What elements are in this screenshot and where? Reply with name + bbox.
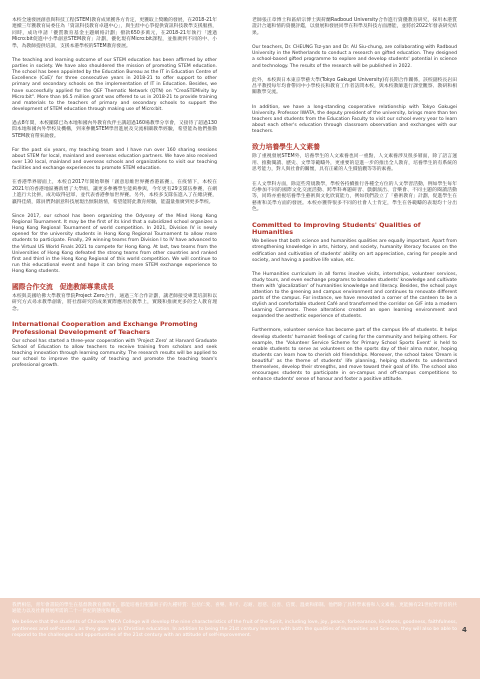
right-paragraph-5-en: Furthermore, volunteer service has become part of the campus life of students. It helps develop students' humanist feelings of caring for the community and helping others. For example, the 'Volunteer Service Scheme for Primary School Sports Event' is held to enable students to serve as volunteers on the sports day of their alma mater, hoping students can learn how to cherish old friendships. Moreover, the school takes 'Dream is beautiful' as the theme of students' life planning, helping students to understand themselves, develop their strengths, and move toward their goal of life. The school also encourages students to participate in on-campus and off-campus competitions to enhance students' sense of honour and foster a positive attitude. xyxy=(252,328,457,383)
section-heading-zh-humanities: 致力培養學生人文素養 xyxy=(252,143,320,152)
right-paragraph-1-en: Our teachers, Dr. CHEUNG Tsz-yan and Dr. AU Siu-chung, are collaborating with Radboud University in the Netherlands to conduct a research on gifted education. They designed a school-based gifted programme to explore and develop students' potential in science and technology. The results of the research will be published in 2022. xyxy=(252,45,457,69)
footer-text-block xyxy=(12,603,457,644)
right-paragraph-3-zh: 除了重視發展STEM外，培養學生的人文素養也同一重點，人文素養涉及很多層面，除了語言運用、推動閱讀、歷史、文學等範疇外，更重要的是進一步的推出全人教育，培養學生的有系統的思考能力，對人與社會的關懷，具有正確的人生價值觀等等的素養。 xyxy=(252,154,457,173)
section-heading-en-international: International Cooperation and Exchange Promoting Professional Development of Teachers xyxy=(12,320,198,336)
right-paragraph-3-en: We believe that both science and humanities qualities are equally important. Apart from strengthening knowledge in arts, history, and society, humanity literacy focuses on the edification and cultivation of students' ability on art appreciation, caring for people and society, and having a positive life value, etc. xyxy=(252,239,457,263)
left-paragraph-4-en: Our school has started a three-year cooperation with 'Project Zero' at Harvard Graduate School of Education to allow teachers to receive training from scholars and seek teaching innovation through learning community. The research results will be applied to our school to improve the quality of teaching and promote the teaching team's professional growth. xyxy=(12,339,217,369)
right-paragraph-4-zh: 在人文學科方面，除這些常規教學，學校各持續推行各種全方位的人文學習活動，例如學生每年均參加不同的國際文化交流活動、跨學科專題研習、戲劇演出、音樂會、不同主題的閱讀活動等，同時亦重視培養學生藝術與文化欣賞能力，例如我們設立了「藝術教育」計劃，促進學生在藝術和美學方面的發展。本校亦獲得很多不同的社會人士肯定，學生在各範疇的表現均十分出色。 xyxy=(252,181,457,213)
left-paragraph-1-zh: 本校全速發展創意與科技工程(STEM)教育成果獲各方肯定，更獲取上獎勵的發展，在2018-21年連續三年獲教育局委任為「資訊科技教育卓越中心」，與生涯中心爭提供資訊科技教學支援服務，同時，成功申請「優質教育基金主題網絡計劃」撥款650多萬元，在2018-21年執行「透過Micro:bit促進中小學創意STEM教育」計劃，優化現有Micro:bit課程，並推廣到不同的中、小學，為教師提供培訓，支援本港學校的STEM教育發展。 xyxy=(12,18,217,49)
left-paragraph-4-zh: 本校與美國哈佛大學教育學院Project Zero合作，通過三年合作計劃，讓老師接受專業培訓和以研究方式尋求教學創新，將社群研究的成果實際應用於教學上，實踐和推廣更多的全人教育理念。 xyxy=(12,294,217,312)
left-paragraph-3-zh: 在香港學界層面上，本校自2017年開始舉辦「創意思維世界賽香港區賽」，在疫情下，本校在2021年的香港地區賽新增了大學組，讓更多參賽學生能夠參與，今年更有29支隊伍參賽，在網上進行大比拼，成功取得冠軍，並代表香港參加世界賽。另外，本校多支隊伍進入了在總決賽，贏得佳績，隊員們對創意科技展現出無限熱情，希望能將此教育經驗，能盡量推廣到更多學校。 xyxy=(12,180,217,205)
footer-banner xyxy=(0,598,480,679)
left-column xyxy=(12,18,217,378)
section-heading-zh-international: 國際合作交流 促進教師專業成長 xyxy=(12,283,114,292)
left-paragraph-2-zh: 過去8年間，本校團隊已為本地和國內外教育伙伴主講超過160場教學分享會，又接待了超過130間本地和國內外學校及機構，到來參觀STEM學習進展及交流相關教學經驗，希望能為他們推動STEM教育帶來啟發。 xyxy=(12,120,217,139)
right-paragraph-4-en: The Humanities curriculum in all forms involve visits, internships, volunteer services, study tours, and even exchange programs to broaden students' knowledge and cultivate them with 'glocalization' of humanities knowledge and literacy. Besides, the school pays attention to the greening and campus environment and continues to renovate different parts of the campus. For instance, we have renovated a corner of the canteen to be a stylish and comfortable student Café and transformed the corridor on G/F into a modern Learning Commons. These alterations created an open learning environment and expanded the aesthetic experience of students. xyxy=(252,271,457,320)
left-paragraph-1-en: The teaching and learning outcome of our STEM education has been affirmed by other parties in society. We have also shouldered the mission of promoting STEM education. The school has been appointed by the Education Bureau as the IT in Education Centre of Excellence (CoE)' for three consecutive years in 2018-21 to offer support to other primary and secondary schools on the implementation of IT in Education. Besides, we have successfully applied for the QEF Thematic Network (QTN) on "CreaSTEMivity by Micro:bit". More than $6.5 million grant was offered to us in 2018-21 to provide training and materials to the teachers of primary and secondary schools to support the development of STEM education through making use of Micro:bit. xyxy=(12,58,217,112)
right-column xyxy=(252,18,457,391)
footer-text-en: We believe that the students of Chinese YMCA College will develop the nine characteristics of the fruit of the Spirit, including love, joy, peace, forbearance, kindness, goodness, faithfulness, gentleness and self-control, as they grow up in Christian education. In addition to being the 21st century learners with both the qualities of Humanities and Science, they will also be able to respond to the challenges and opportunities of the 21st century with an attitude of self-improvement. xyxy=(12,620,457,638)
left-paragraph-2-en: For the past six years, my teaching team and I have run over 160 sharing sessions about STEM for local, mainland and overseas education partners. We have also received over 130 local, mainland and overseas schools and organizations to visit our teaching facilities and exchange experiences to promote STEM education. xyxy=(12,148,217,172)
section-heading-en-humanities: Committed to Improving Students' Qualities of Humanities xyxy=(252,220,421,236)
right-paragraph-2-zh: 此外，本校與日本東京學藝大學(Tokyo Gakugei University)有長期合作關係，該校副校長岩田昌平教授每年均會帶同中小學校長和教育工作者訪問本校，與本校教師進行課堂觀察、教研和相關教學交流。 xyxy=(252,77,457,96)
right-paragraph-1-zh: 老師張正章博士和區紹宗博士與荷蘭Radboud University合作進行資優教育研究，採用本港質證計合適和情的資優評鑑，以發展和發展同學在科學及科技方面潛能，並將於2022年發表研究結果。 xyxy=(252,18,457,36)
page-number: 4 xyxy=(462,626,467,634)
footer-text-zh: 我們相信，青年會書院的學生在基督教教育薰陶下，都能培養出聖靈果子的九種特質：包括仁愛、喜樂、和平、忍耐、恩慈、良善、信實、溫柔和節制。他們除了具科學素養和人文素養，更能擁有21世紀學習者的共通能力以及社會發展所需的二十一世紀的態度和機遇。 xyxy=(12,603,457,615)
right-paragraph-2-en: In addition, we have a long-standing cooperative relationship with Tokyo Gakugei University. Professor IWATA, the deputy president of the university, brings more than ten teachers and students from the Education Faculty to visit our school every year to learn about each other's education through classroom observation and exchanges with our teachers. xyxy=(252,104,457,135)
left-paragraph-3-en: Since 2017, our school has been organizing the Odyssey of the Mind Hong Kong Regional Tournament. It may be the first of its kind that a subsidized school organizes a Hong Kong Regional Tournament of world competition. In 2021, Division IV is newly opened for the university students in Hong Kong Regional Tournament to allow more students to participate. Finally, 29 winning teams from Division I to IV have advanced to the Virtual US World Finals 2021 to compete for Hong Kong. At last, two teams from the Universities of Hong Kong defeated the strong teams from other countries and ranked first and third in the Hong Kong Regional of this world competition. We will continue to run this educational event and hope it can bring more STEM exchange experience to Hong Kong students. xyxy=(12,214,217,274)
